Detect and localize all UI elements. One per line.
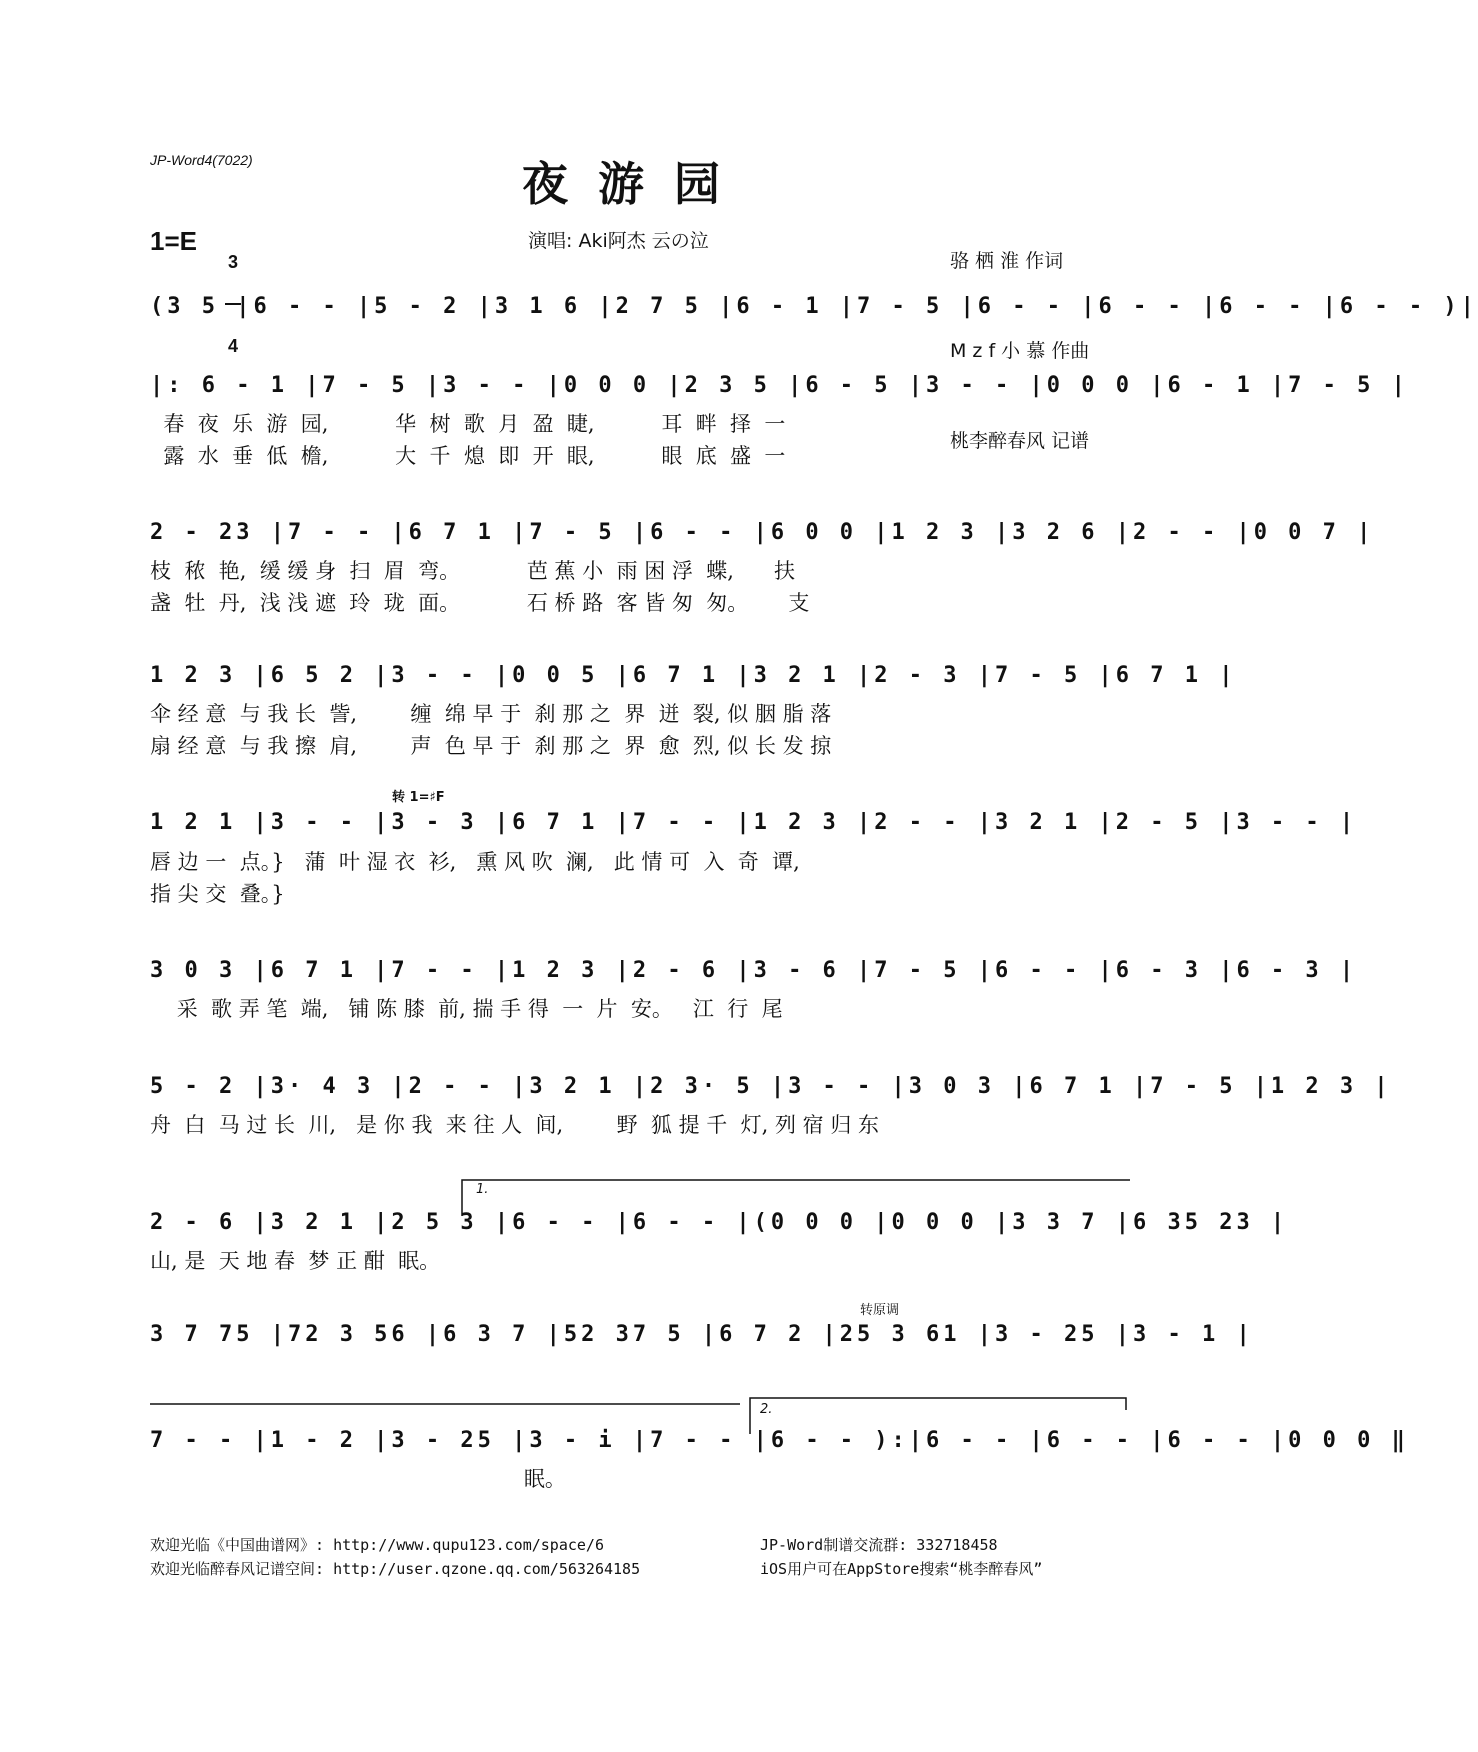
- lyric-line-4-verse-1: 伞 经 意 与 我 长 訾, 缠 绵 早 于 刹 那 之 界 迸 裂, 似 胭 脂 落: [150, 702, 832, 726]
- key-change-label: 转 1=♯F: [392, 790, 445, 805]
- footer-link-qupu: 欢迎光临《中国曲谱网》: http://www.qupu123.com/space/6: [150, 1536, 604, 1554]
- lyric-line-6: 采 歌 弄 笔 端, 铺 陈 膝 前, 揣 手 得 一 片 安。 江 行 尾: [150, 997, 783, 1021]
- lyricist-credit: 骆 栖 淮 作词: [950, 250, 1064, 272]
- notation-line-9: 3 7 75 |72 3 56 |6 3 7 |52 37 5 |6 7 2 |25 3 61 |3 - 25 |3 - 1 |: [150, 1322, 1254, 1347]
- transcriber-credit: 桃李醉春风 记谱: [950, 430, 1090, 452]
- second-ending-label: 2.: [760, 1402, 773, 1417]
- software-version: JP-Word4(7022): [150, 152, 253, 168]
- notation-line-7: 5 - 2 |3· 4 3 |2 - - |3 2 1 |2 3· 5 |3 - - |3 0 3 |6 7 1 |7 - 5 |1 2 3 |: [150, 1074, 1392, 1099]
- lyric-line-3-verse-2: 盏 牡 丹, 浅 浅 遮 玲 珑 面。 石 桥 路 客 皆 匆 匆。 支: [150, 591, 810, 615]
- lyric-line-5-verse-2: 指 尖 交 叠。}: [150, 882, 285, 906]
- lyric-line-3-verse-1: 枝 秾 艳, 缓 缓 身 扫 眉 弯。 芭 蕉 小 雨 困 浮 蝶, 扶: [150, 559, 796, 583]
- second-ending-bracket: [750, 1398, 1126, 1434]
- notation-line-8: 2 - 6 |3 2 1 |2 5 3 |6 - - |6 - - |(0 0 0 |0 0 0 |3 3 7 |6 35 23 |: [150, 1210, 1289, 1235]
- lyric-line-4-verse-2: 扇 经 意 与 我 擦 肩, 声 色 早 于 刹 那 之 界 愈 烈, 似 长 发 掠: [150, 734, 832, 758]
- lyric-line-7: 舟 白 马 过 长 川, 是 你 我 来 往 人 间, 野 狐 提 千 灯, 列 宿 归 东: [150, 1113, 880, 1137]
- lyric-line-10: 眠。: [150, 1467, 566, 1491]
- footer-appstore-hint: iOS用户可在AppStore搜索“桃李醉春风”: [760, 1560, 1043, 1578]
- notation-line-6: 3 0 3 |6 7 1 |7 - - |1 2 3 |2 - 6 |3 - 6 |7 - 5 |6 - - |6 - 3 |6 - 3 |: [150, 958, 1358, 983]
- notation-line-5: 1 2 1 |3 - - |3 - 3 |6 7 1 |7 - - |1 2 3 |2 - - |3 2 1 |2 - 5 |3 - - |: [150, 810, 1358, 835]
- lyric-line-8: 山, 是 天 地 春 梦 正 酣 眠。: [150, 1249, 441, 1273]
- lyric-line-2-verse-1: 春 夜 乐 游 园, 华 树 歌 月 盈 睫, 耳 畔 择 一: [150, 412, 786, 436]
- first-ending-label: 1.: [476, 1182, 489, 1197]
- time-signature-top: 3: [227, 252, 238, 272]
- song-title: 夜游园: [522, 157, 750, 211]
- lyric-line-5-verse-1: 唇 边 一 点。} 蒲 叶 湿 衣 衫, 熏 风 吹 澜, 此 情 可 入 奇 谭,: [150, 850, 800, 874]
- notation-line-1: (3 5 |6 - - |5 - 2 |3 1 6 |2 7 5 |6 - 1 |7 - 5 |6 - - |6 - - |6 - - |6 - - )|: [150, 294, 1478, 319]
- composer-credit: M z f 小 慕 作曲: [950, 340, 1090, 362]
- notation-line-2: |: 6 - 1 |7 - 5 |3 - - |0 0 0 |2 3 5 |6 - 5 |3 - - |0 0 0 |6 - 1 |7 - 5 |: [150, 373, 1409, 398]
- lyric-line-2-verse-2: 露 水 垂 低 檐, 大 千 熄 即 开 眼, 眼 底 盛 一: [150, 444, 786, 468]
- key-signature: 1=E: [150, 226, 197, 256]
- footer-link-qzone: 欢迎光临醉春风记谱空间: http://user.qzone.qq.com/563264185: [150, 1560, 641, 1578]
- footer-group-number: JP-Word制谱交流群: 332718458: [760, 1536, 998, 1554]
- notation-line-10: 7 - - |1 - 2 |3 - 25 |3 - i |7 - - |6 - - ):|6 - - |6 - - |6 - - |0 0 0 ‖: [150, 1428, 1409, 1453]
- return-key-label: 转原调: [860, 1303, 900, 1318]
- notation-line-3: 2 - 23 |7 - - |6 7 1 |7 - 5 |6 - - |6 0 0 |1 2 3 |3 2 6 |2 - - |0 0 7 |: [150, 520, 1375, 545]
- first-ending-bracket: [462, 1180, 1130, 1216]
- notation-line-4: 1 2 3 |6 5 2 |3 - - |0 0 5 |6 7 1 |3 2 1 |2 - 3 |7 - 5 |6 7 1 |: [150, 663, 1237, 688]
- time-signature-bottom: 4: [227, 336, 238, 356]
- singer-credit: 演唱: Aki阿杰 云の泣: [528, 230, 709, 252]
